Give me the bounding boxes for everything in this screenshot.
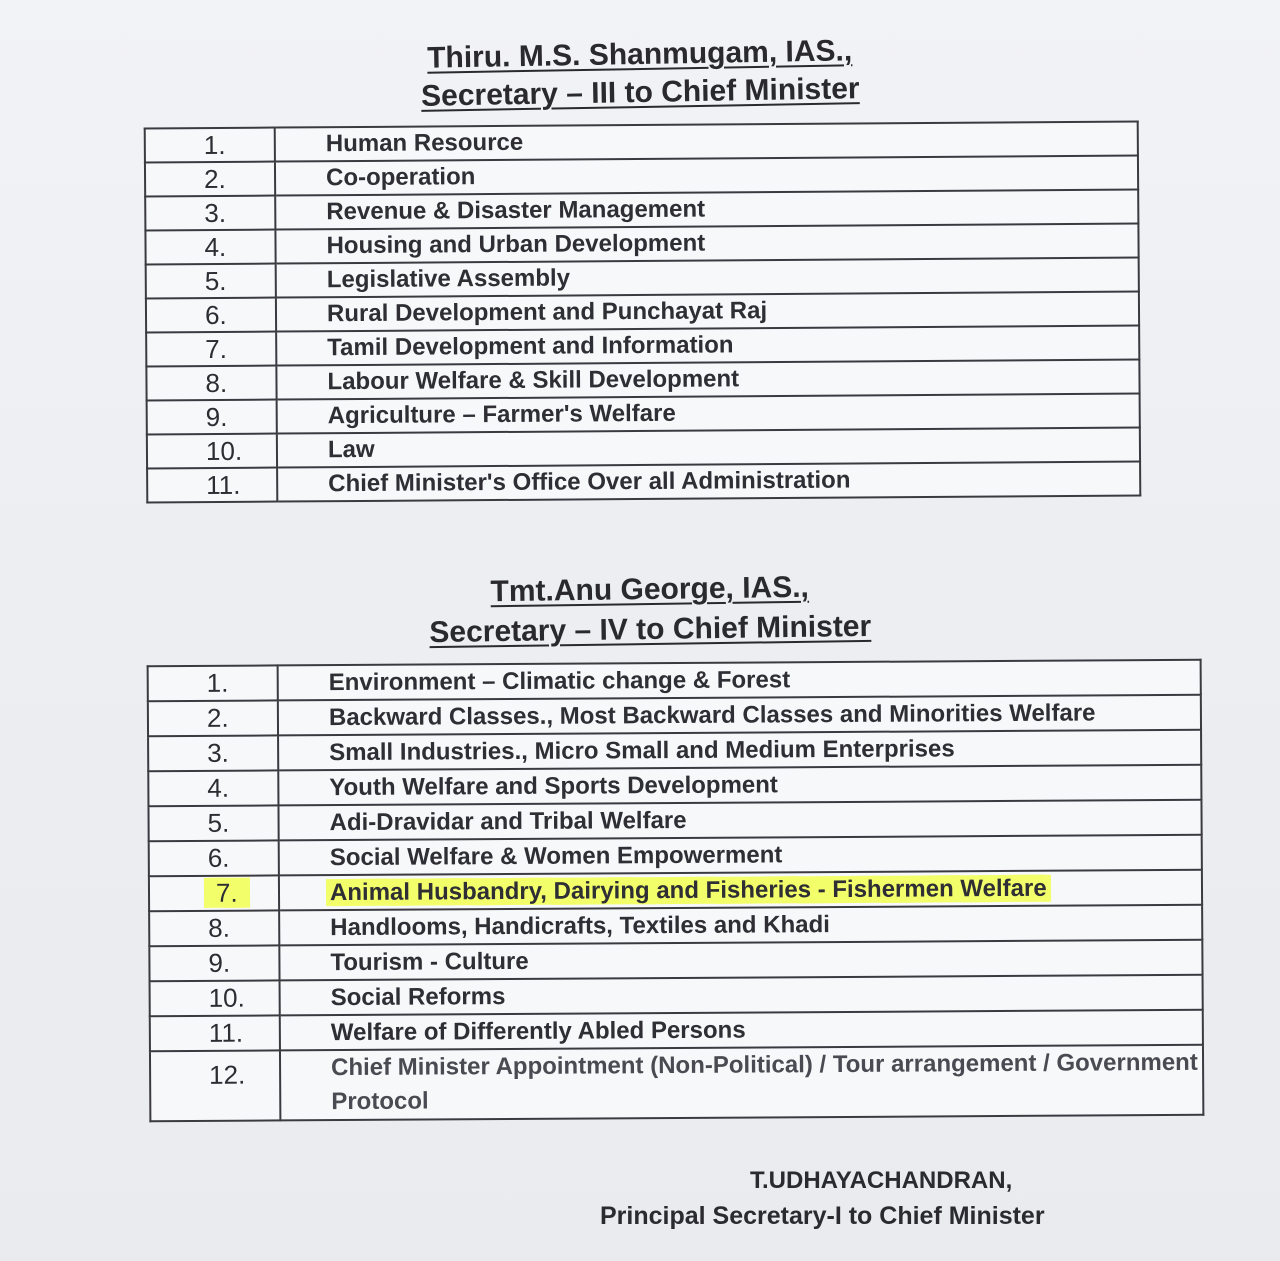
section2-subjects-table bbox=[147, 659, 1205, 1122]
row-subject: Small Industries., Micro Small and Medium Enterprises bbox=[278, 730, 1201, 771]
signature-block bbox=[600, 1164, 1120, 1234]
row-subject: Handlooms, Handicrafts, Textiles and Khadi bbox=[279, 905, 1202, 946]
row-number: 9. bbox=[149, 945, 279, 981]
row-subject: Housing and Urban Development bbox=[275, 224, 1138, 264]
row-number: 1. bbox=[145, 128, 275, 163]
row-number: 8. bbox=[149, 910, 279, 946]
row-number bbox=[149, 875, 279, 911]
row-number: 11. bbox=[150, 1015, 280, 1051]
section1-subjects-table bbox=[144, 121, 1142, 504]
row-number: 10. bbox=[150, 980, 280, 1016]
row-number: 6. bbox=[149, 840, 279, 876]
row-subject: Chief Minister's Office Over all Administration bbox=[277, 462, 1140, 502]
row-subject: Co-operation bbox=[275, 156, 1138, 196]
table-row bbox=[147, 462, 1140, 503]
row-number: 11. bbox=[147, 468, 277, 503]
section2-heading bbox=[379, 566, 920, 654]
row-subject: Backward Classes., Most Backward Classes and Minorities Welfare bbox=[278, 695, 1201, 736]
highlighted-row-number: 7. bbox=[208, 878, 246, 908]
table-row bbox=[150, 1045, 1203, 1121]
row-subject: Rural Development and Punchayat Raj bbox=[276, 292, 1139, 332]
row-number: 12. bbox=[150, 1050, 280, 1121]
row-subject: Tourism - Culture bbox=[279, 940, 1202, 981]
row-number: 5. bbox=[146, 264, 276, 299]
row-number: 1. bbox=[148, 665, 278, 701]
row-subject: Chief Minister Appointment (Non-Political) / Tour arrangement / Government Protocol bbox=[280, 1045, 1203, 1121]
row-number: 9. bbox=[147, 400, 277, 435]
section1-officer-name: Thiru. M.S. Shanmugam, IAS., bbox=[426, 34, 853, 75]
row-subject: Tamil Development and Information bbox=[276, 326, 1139, 366]
row-subject: Environment – Climatic change & Forest bbox=[278, 660, 1201, 701]
row-subject: Social Reforms bbox=[280, 975, 1203, 1016]
row-number: 8. bbox=[146, 366, 276, 401]
row-number: 3. bbox=[148, 735, 278, 771]
row-number: 7. bbox=[146, 332, 276, 367]
section1-designation: Secretary – III to Chief Minister bbox=[420, 72, 860, 113]
row-subject: Human Resource bbox=[275, 122, 1138, 162]
row-number: 4. bbox=[145, 230, 275, 265]
row-subject: Labour Welfare & Skill Development bbox=[276, 360, 1139, 400]
row-subject: Legislative Assembly bbox=[276, 258, 1139, 298]
row-subject: Adi-Dravidar and Tribal Welfare bbox=[278, 800, 1201, 841]
section2-officer-name: Tmt.Anu George, IAS., bbox=[490, 570, 810, 609]
highlighted-subject: Animal Husbandry, Dairying and Fisheries - Fishermen Welfare bbox=[329, 874, 1047, 906]
signatory-name: T.UDHAYACHANDRAN, bbox=[750, 1167, 1013, 1194]
row-subject: Revenue & Disaster Management bbox=[275, 190, 1138, 230]
row-subject bbox=[279, 870, 1202, 911]
row-number: 3. bbox=[145, 196, 275, 231]
section2-designation: Secretary – IV to Chief Minister bbox=[429, 609, 872, 650]
row-number: 4. bbox=[148, 770, 278, 806]
row-number: 5. bbox=[148, 805, 278, 841]
row-subject: Youth Welfare and Sports Development bbox=[278, 765, 1201, 806]
row-subject: Welfare of Differently Abled Persons bbox=[280, 1010, 1203, 1051]
row-number: 2. bbox=[148, 700, 278, 736]
row-subject: Social Welfare & Women Empowerment bbox=[279, 835, 1202, 876]
row-number: 2. bbox=[145, 162, 275, 197]
row-subject: Agriculture – Farmer's Welfare bbox=[277, 394, 1140, 434]
section1-heading bbox=[379, 31, 900, 116]
row-number: 10. bbox=[147, 434, 277, 469]
signatory-designation: Principal Secretary-I to Chief Minister bbox=[600, 1202, 1045, 1230]
row-number: 6. bbox=[146, 298, 276, 333]
row-subject: Law bbox=[277, 428, 1140, 468]
